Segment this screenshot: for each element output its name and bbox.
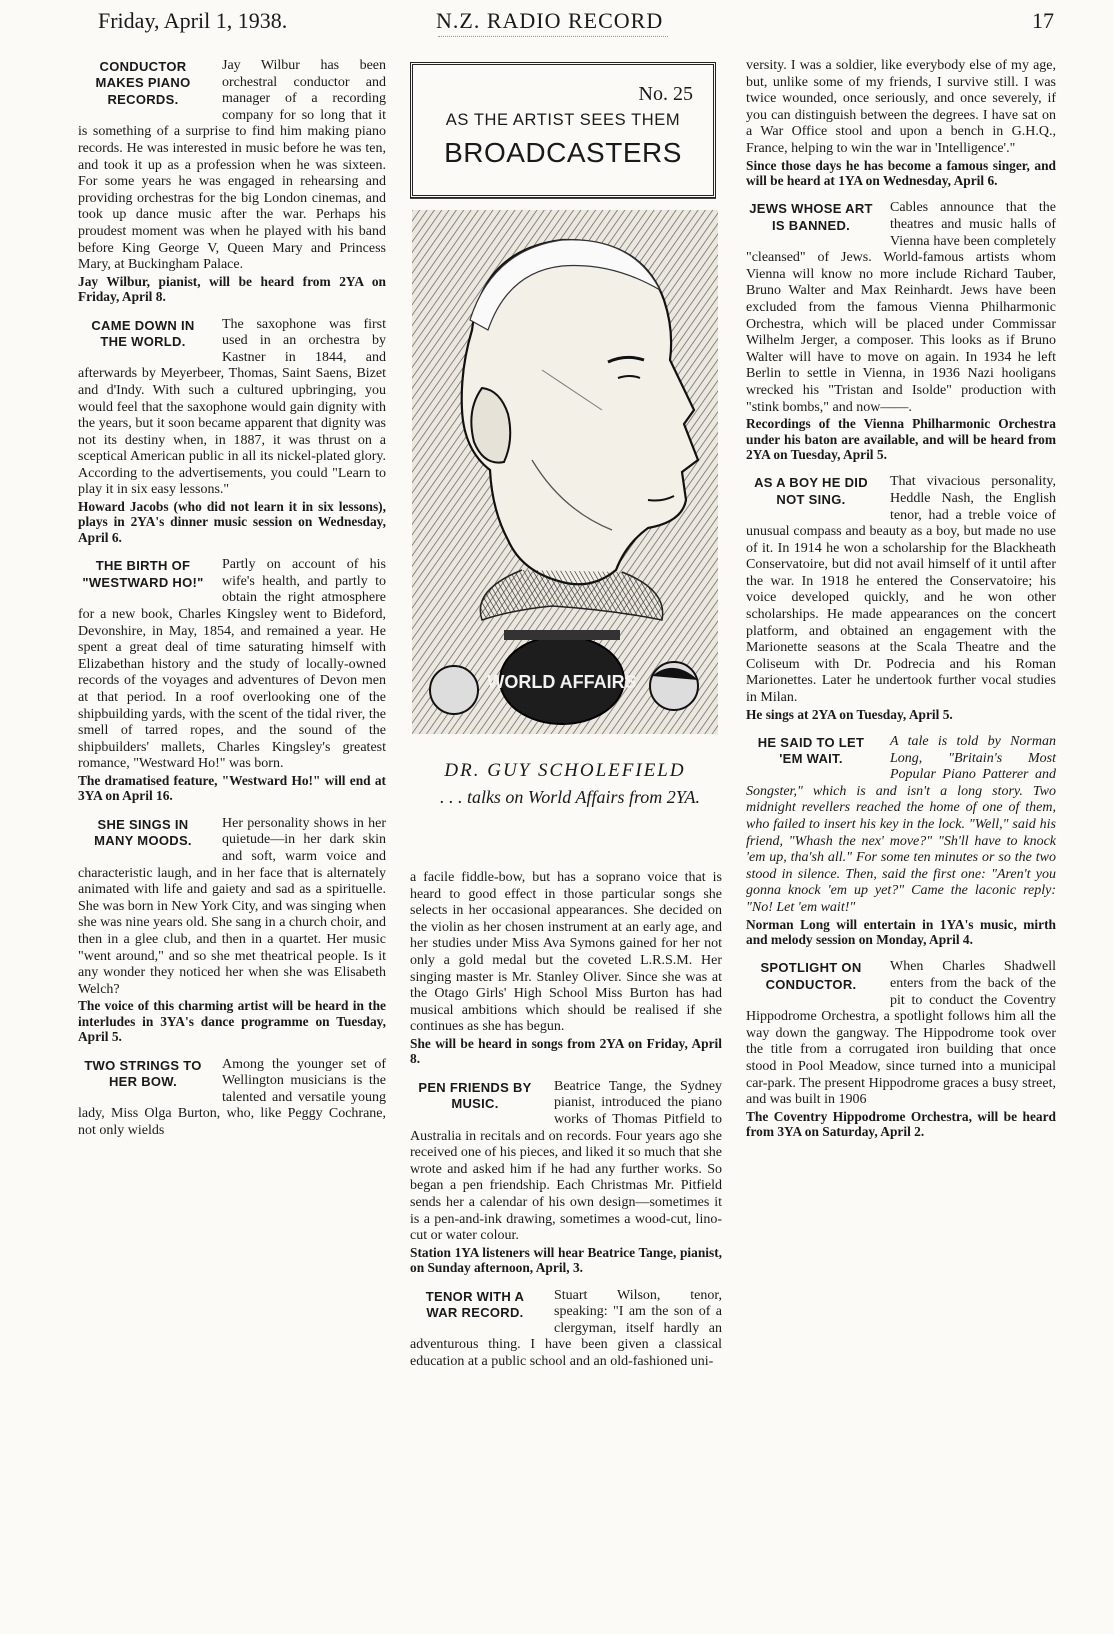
caption-subtitle: . . . talks on World Affairs from 2YA. <box>439 787 701 807</box>
broadcast-note: He sings at 2YA on Tuesday, April 5. <box>746 706 953 722</box>
feature-number: No. 25 <box>638 83 693 105</box>
article-body: Partly on account of his wife's health, and partly to obtain the right atmosphere for a new book, Charles Kingsley went to Bideford, Devonshire, in May, 1854, and remained a year. He spent a great deal of time saturating himself with Elizabethan history and the study of locally-owned records of the voyages and adventures of Devon men at that period. In a roof overlooking one of the shipbuilding yards, with the scent of the tidal river, the smell of tarred ropes, and the sound of the shipbuilders' mallets, Charles Kingsley's greatest romance, "Westward Ho!" was born. <box>78 557 386 772</box>
article-heading: CONDUCTOR MAKES PIANO RECORDS. <box>95 59 191 107</box>
world-affairs-label: WORLD AFFAIRS <box>487 672 637 692</box>
article-stuart-wilson-cont <box>746 58 1056 188</box>
article-body: versity. I was a soldier, like everybody else of my age, but, unlike some of my friends, I survive still. I was twice wounded, once seriously, and once severely, if you can distinguish between the degrees. I have sat on a War Office stool and upon a bench in G.H.Q., France, helping to win the war in 'Intelligence'." <box>746 58 1056 156</box>
article-heading: SHE SINGS IN MANY MOODS. <box>94 816 192 849</box>
feature-title-box <box>410 62 716 198</box>
divider <box>410 198 716 199</box>
article-body: Cables announce that the theatres and music halls of Vienna have been completely "cleansed" of Jews. World-famous artists whom Vienna will know no more include Richard Tauber, Bruno Walter and Max Reinhardt. Jews have been excluded from the famous Vienna Philharmonic Orchestra, which will be placed under Commissar Wilhelm Jerger, a composer. This looks as if Bruno Walter will have to move on again. In 1934 he left Berlin to settle in Vienna, in 1936 Nazi hooligans wrecked his "Tristan and Isolde" production with "stink bombs," and now——. <box>746 200 1056 415</box>
article-body: Among the younger set of Wellington musicians is the talented and versatile young lady, Miss Olga Burton, who, like Peggy Cochrane, not only wields <box>78 1056 386 1138</box>
caption-name: DR. GUY SCHOLEFIELD <box>444 760 686 781</box>
article-body: Beatrice Tange, the Sydney pianist, introduced the piano works of Thomas Pitfield to Australia in recitals and on records. Four years ago she received one of his pieces, and liked it so much that she wrote and asked him if he had any further works. So began a pen friendship. Each Christmas Mr. Pitfield sends her a calendar of his own design—sometimes it is a pen-and-ink drawing, sometimes a wood-cut, lino-cut or water colour. <box>410 1078 722 1244</box>
broadcast-note: Since those days he has become a famous singer, and will be heard at 1YA on Wednesday, April 6. <box>746 157 1056 188</box>
article-body: When Charles Shadwell enters from the back of the pit to conduct the Coventry Hippodrome Orchestra, a spotlight follows him all the way down the gangway. The Hippodrome took over the title from a corrugated iron building that once stood in Pool Meadow, since turned into a municipal car-park. The present Hippodrome graces a busy street, and was built in 1906 <box>746 959 1056 1108</box>
feature-title: BROADCASTERS <box>444 137 682 168</box>
masthead: N.Z. RADIO RECORD <box>436 8 664 33</box>
broadcast-note: Jay Wilbur, pianist, will be heard from 2YA on Friday, April 8. <box>78 273 386 305</box>
article-body: Jay Wilbur has been orchestral conductor and manager of a recording company for so long that it is something of a surprise to find him making piano records. He was interested in music before he was ten, and took it up as a profession when he was sixteen. For some years he was engaged in rehearsing and providing orchestras for the big London cinemas, and took up dance music after the war. Perhaps his proudest moment was when he played with his band before King George V, Queen Mary and Princess Mary, at Buckingham Palace. <box>78 58 386 273</box>
article-heading: TWO STRINGS TO HER BOW. <box>84 1057 202 1089</box>
article-heading: HE SAID TO LET 'EM WAIT. <box>757 735 865 767</box>
article-heading: SPOTLIGHT ON CONDUCTOR. <box>760 960 862 992</box>
broadcast-note: Howard Jacobs (who did not learn it in six lessons), plays in 2YA's dinner music session on Wednesday, April 6. <box>78 499 386 545</box>
article-body: That vivacious personality, Heddle Nash, the English tenor, had a treble voice of unusual compass and beauty as a boy, but made no use of it. In 1914 he won a scholarship for the Blackheath Conservatoire, but did not avail himself of it until after the war. In 1918 he entered the Conservatoire; his voice developed quickly, and he won other scholarships. He made appearances on the concert platform, and obtained an engagement with the Marionette seasons at the Scala Theatre and the Coliseum with Dr. Podrecia and his Roman Marionettes. Later he undertook further vocal studies in Milan. <box>746 474 1056 706</box>
article-heading: AS A BOY HE DID NOT SING. <box>754 475 868 507</box>
article-heading: CAME DOWN IN THE WORLD. <box>91 317 195 349</box>
issue-date: Friday, April 1, 1938. <box>98 8 288 33</box>
article-body: The saxophone was first used in an orchestra by Kastner in 1844, and afterwards by Meyerbeer, Thomas, Saint Saens, Bizet and d'Indy. With such a cultured upbringing, you would feel that the saxophone would gain dignity with the years, but it soon became apparent that dignity was not its destiny when, in 1887, it was thrust on a sceptical American public in all its nickel-plated glory. According to the advertisements, you could "Learn to play it in six easy lessons." <box>78 316 386 498</box>
article-olga-burton-cont <box>410 870 722 1067</box>
article-two-strings <box>78 1057 386 1140</box>
portrait-svg <box>412 210 718 734</box>
article-let-em-wait <box>746 734 1056 947</box>
broadcast-note: The dramatised feature, "Westward Ho!" will end at 3YA on April 16. <box>78 773 386 804</box>
caricature-drawing <box>412 210 718 734</box>
article-body: A tale is told by Norman Long, "Britain's Most Popular Piano Patterer and Songster," which is and isn't a long story. Two midnight revellers reached the home of one of them, who failed to insert his key in the lock. "Well," said his friend, "Whash the nex' move?" "Sh'll have to knock 'em up, tha'sh all." For some ten minutes or so the two stood in silence. Then, said the first one: "Aren't you gonna knock 'em up yet?" Came the laconic reply: "No! Let 'em wait!" <box>746 734 1056 915</box>
page-header <box>98 8 1054 38</box>
column-right <box>746 58 1056 1152</box>
article-pen-friends <box>410 1079 722 1276</box>
article-heading: THE BIRTH OF "WESTWARD HO!" <box>82 558 204 590</box>
page-number: 17 <box>1032 8 1054 33</box>
article-heading: JEWS WHOSE ART IS BANNED. <box>749 201 873 233</box>
article-jews-art-banned <box>746 200 1056 462</box>
article-saxophone <box>78 317 386 546</box>
article-boy-did-not-sing <box>746 474 1056 722</box>
article-heading: TENOR WITH A WAR RECORD. <box>425 1288 525 1320</box>
broadcast-note: She will be heard in songs from 2YA on Friday, April 8. <box>410 1035 722 1067</box>
article-body: Stuart Wilson, tenor, speaking: "I am the son of a clergyman, itself hardly an adventurous thing. I have been given a classical education at a public school and an old-fashioned uni- <box>410 1287 722 1369</box>
article-tenor-war <box>410 1288 722 1371</box>
broadcast-note: The voice of this charming artist will be heard in the interludes in 3YA's dance programme on Tuesday, April 5. <box>78 998 386 1045</box>
article-conductor-piano <box>78 58 386 305</box>
article-westward-ho <box>78 557 386 804</box>
masthead-rule <box>438 36 668 37</box>
broadcast-note: The Coventry Hippodrome Orchestra, will be heard from 3YA on Saturday, April 2. <box>746 1108 1056 1140</box>
feature-series: AS THE ARTIST SEES THEM <box>445 111 681 129</box>
article-she-sings <box>78 816 386 1045</box>
column-middle <box>410 870 722 1382</box>
article-body: Her personality shows in her quietude—in her dark skin and soft, warm voice and characteristic laugh, and in her face that is alternately animated with life and gaiety and sad as a spirituelle. She was born in New York City, and was singing when she was nine years old. She sang in a church choir, and then in a glee club, and then in a quartet. Her music "went around," and so she met theatrical people. Is it any wonder they noticed her when she was Elisabeth Welch? <box>78 815 386 997</box>
broadcast-note: Recordings of the Vienna Philharmonic Orchestra under his baton are available, and will be heard from 2YA on Tuesday, April 5. <box>746 416 1056 462</box>
small-figure-left <box>430 666 478 714</box>
broadcast-note: Norman Long will entertain in 1YA's music, mirth and melody session on Monday, April 4. <box>746 916 1056 947</box>
broadcast-note: Station 1YA listeners will hear Beatrice Tange, pianist, on Sunday afternoon, April, 3. <box>410 1244 722 1276</box>
article-heading: PEN FRIENDS BY MUSIC. <box>418 1079 532 1112</box>
article-spotlight-conductor <box>746 959 1056 1139</box>
cauldron-rim <box>504 630 620 640</box>
column-left <box>78 58 386 1152</box>
article-body: a facile fiddle-bow, but has a soprano voice that is heard to good effect in those particular songs she selects in her occasional appearances. She decided on the violin as her chosen instrument at an early age, and her studies under Miss Ava Symons gained for her not only a gold medal but the coveted L.R.S.M. Her singing master is Mr. Stanley Oliver. Since she was at the Otago Girls' High School Miss Burton has had musical ambitions which should be realised if she continues as she has begun. <box>410 870 722 1035</box>
